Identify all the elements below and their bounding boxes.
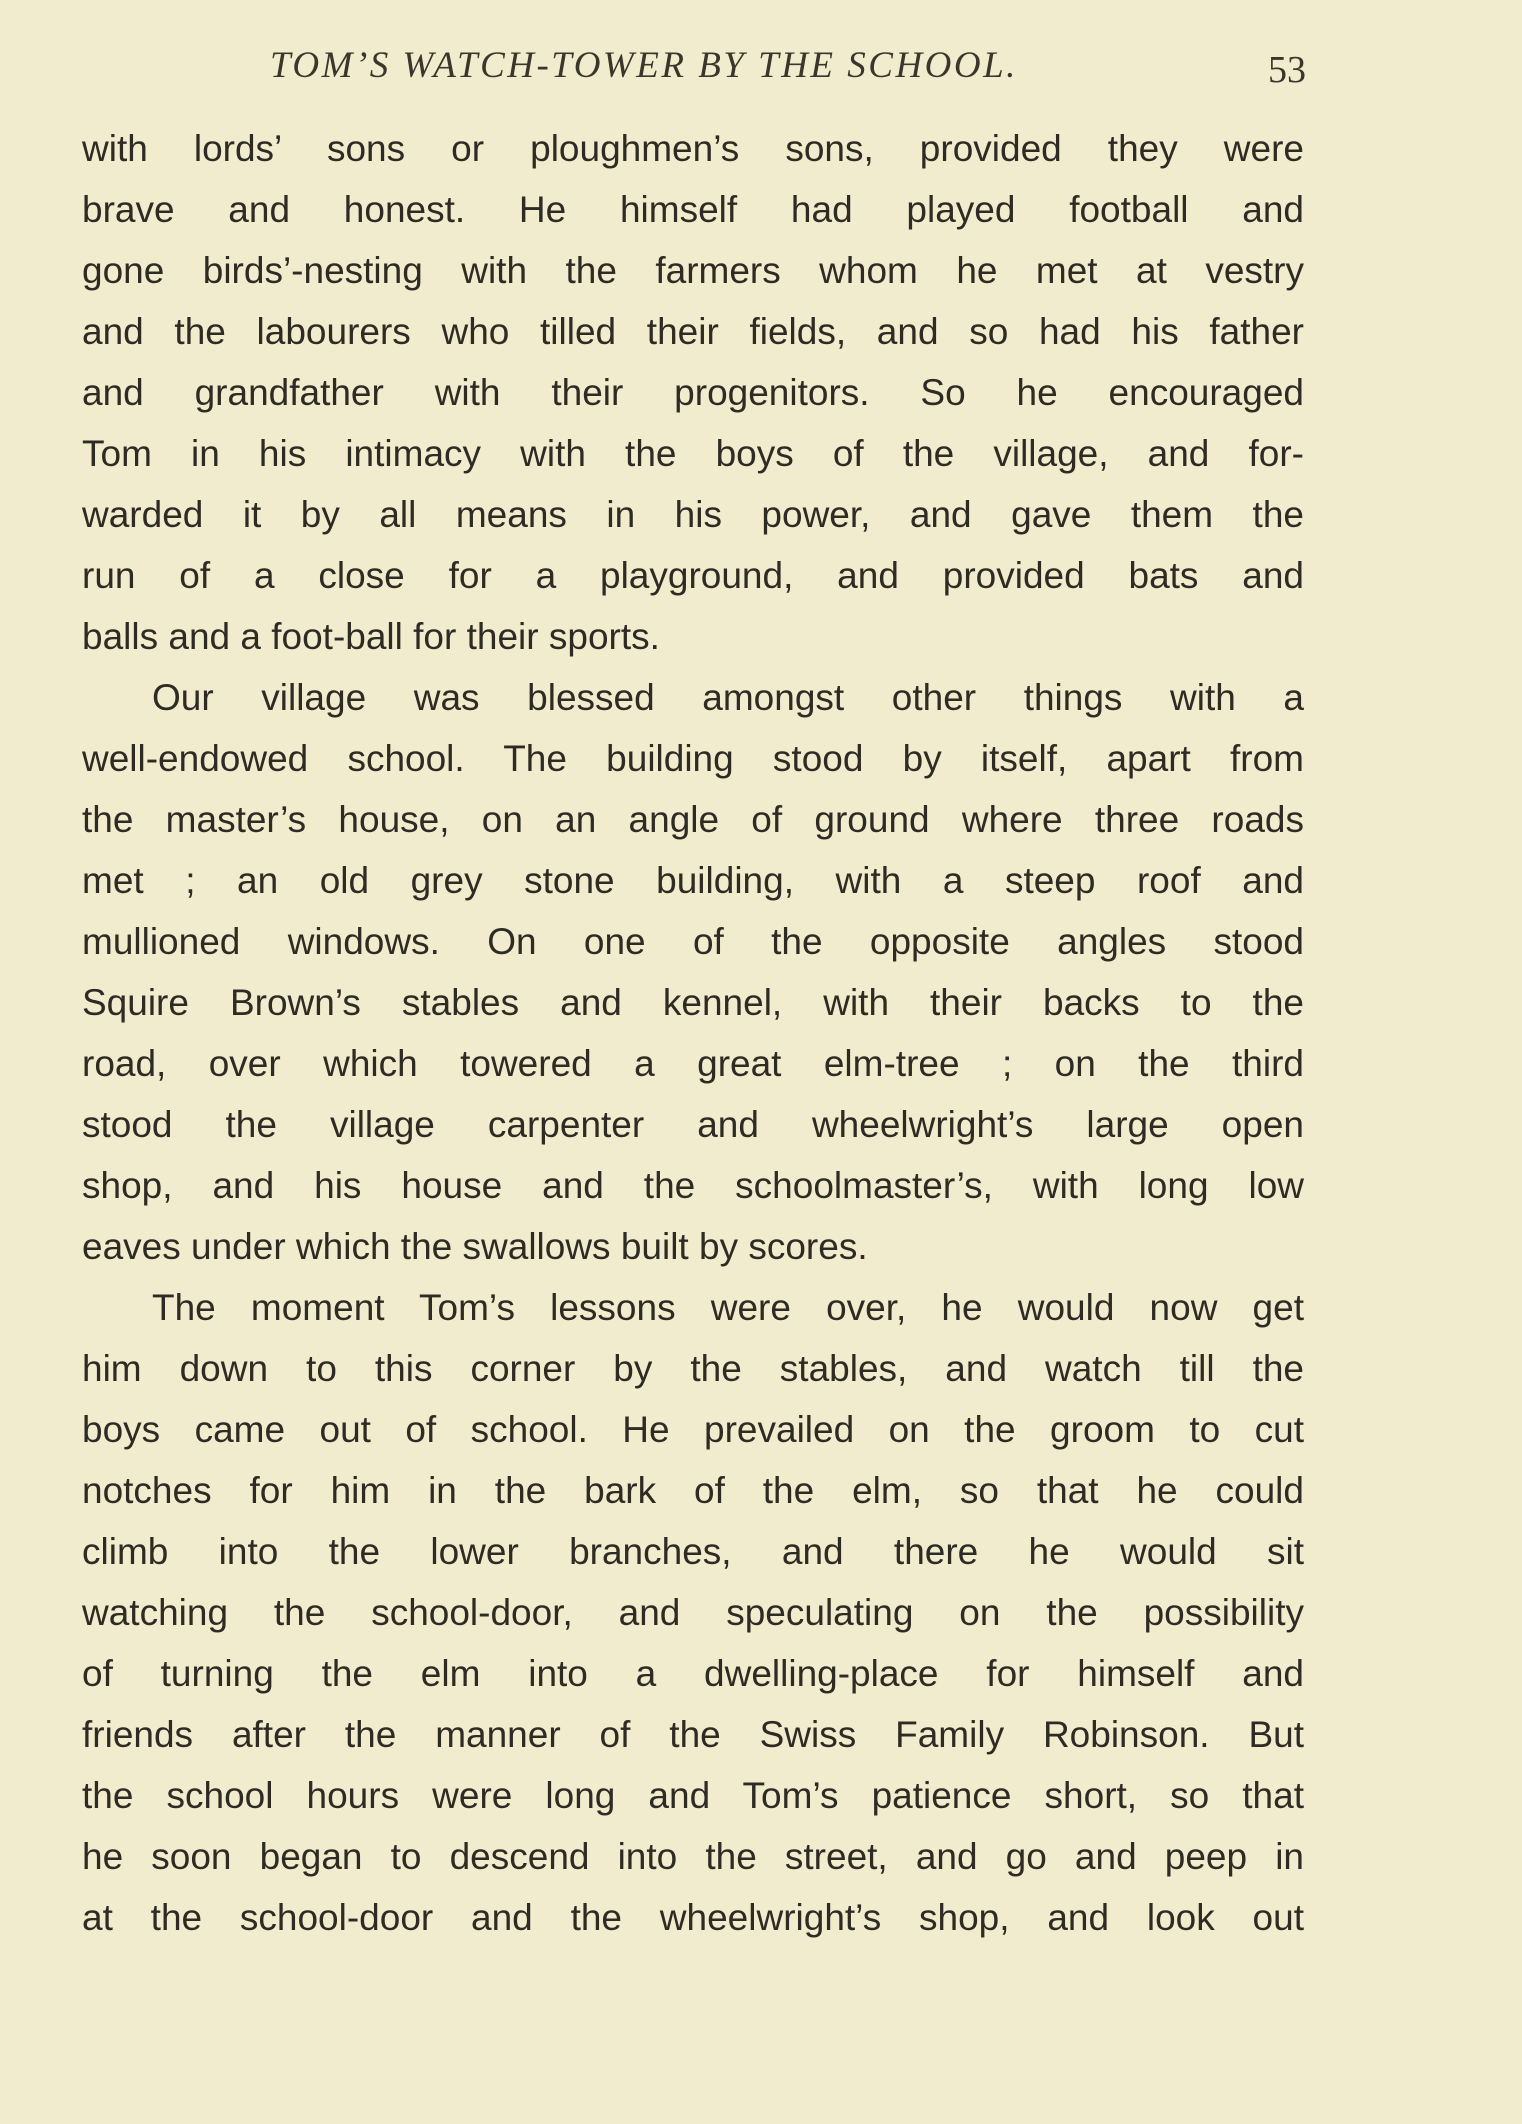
text-line: balls and a foot-ball for their sports. xyxy=(82,616,660,657)
text-line: shop, and his house and the schoolmaster’s, with long low xyxy=(82,1165,1304,1206)
paragraph xyxy=(82,667,1304,1277)
text-line: him down to this corner by the stables, and watch till the xyxy=(82,1348,1304,1389)
page-number: 53 xyxy=(1268,49,1306,91)
text-line: Our village was blessed amongst other things with a xyxy=(152,677,1304,718)
text-line: notches for him in the bark of the elm, so that he could xyxy=(82,1470,1304,1511)
text-line: climb into the lower branches, and there he would sit xyxy=(82,1531,1304,1572)
paragraph xyxy=(82,118,1304,667)
text-line: met ; an old grey stone building, with a steep roof and xyxy=(82,860,1304,901)
text-line: and grandfather with their progenitors. So he encouraged xyxy=(82,372,1304,413)
text-line: friends after the manner of the Swiss Family Robinson. But xyxy=(82,1714,1304,1755)
text-line: gone birds’-nesting with the farmers whom he met at vestry xyxy=(82,250,1304,291)
text-line: of turning the elm into a dwelling-place for himself and xyxy=(82,1653,1304,1694)
text-line: he soon began to descend into the street, and go and peep in xyxy=(82,1836,1304,1877)
text-line: well-endowed school. The building stood by itself, apart from xyxy=(82,738,1304,779)
body-text xyxy=(82,118,1304,1948)
text-line: Squire Brown’s stables and kennel, with their backs to the xyxy=(82,982,1304,1023)
text-line: watching the school-door, and speculating on the possibility xyxy=(82,1592,1304,1633)
paragraph xyxy=(82,1277,1304,1948)
text-line: The moment Tom’s lessons were over, he would now get xyxy=(152,1287,1304,1328)
text-line: warded it by all means in his power, and gave them the xyxy=(82,494,1304,535)
text-line: boys came out of school. He prevailed on the groom to cut xyxy=(82,1409,1304,1450)
text-line: mullioned windows. On one of the opposite angles stood xyxy=(82,921,1304,962)
running-head xyxy=(0,44,1522,104)
text-line: the master’s house, on an angle of ground where three roads xyxy=(82,799,1304,840)
text-line: at the school-door and the wheelwright’s shop, and look out xyxy=(82,1897,1304,1938)
text-line: stood the village carpenter and wheelwright’s large open xyxy=(82,1104,1304,1145)
text-line: with lords’ sons or ploughmen’s sons, provided they were xyxy=(82,128,1304,169)
text-line: the school hours were long and Tom’s patience short, so that xyxy=(82,1775,1304,1816)
running-title: TOM’S WATCH-TOWER BY THE SCHOOL. xyxy=(270,45,1018,86)
text-line: and the labourers who tilled their fields, and so had his father xyxy=(82,311,1304,352)
text-line: brave and honest. He himself had played football and xyxy=(82,189,1304,230)
text-line: Tom in his intimacy with the boys of the village, and for- xyxy=(82,433,1304,474)
text-line: road, over which towered a great elm-tree ; on the third xyxy=(82,1043,1304,1084)
text-line: eaves under which the swallows built by scores. xyxy=(82,1226,868,1267)
text-line: run of a close for a playground, and provided bats and xyxy=(82,555,1304,596)
